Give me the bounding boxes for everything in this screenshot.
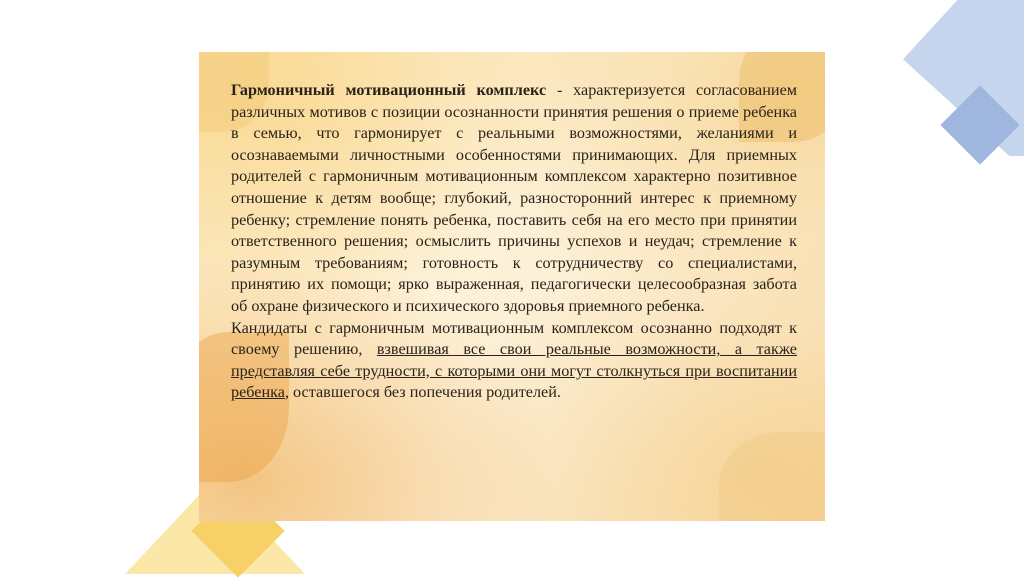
slide-image: [199, 52, 825, 521]
paragraph-2-start: Кандидаты с гармоничным мотивационным комплексом осознанно подходят к своему решению,: [231, 318, 797, 359]
term-heading: Гармоничный мотивационный комплекс: [231, 81, 547, 99]
paragraph-2-underlined: взвешивая все свои реальные возможности, а также представляя себе трудности, с которыми они могут столкнуться при воспитании ребенка: [231, 340, 797, 402]
slide-body-text: [231, 80, 797, 404]
paragraph-2-end: , оставшегося без попечения родителей.: [284, 383, 561, 402]
paragraph-candidates: [231, 318, 797, 404]
paragraph-harmonious-complex: [231, 80, 797, 318]
leaf-decoration: [719, 432, 825, 521]
paragraph-1-body: - характеризуется согласованием различных мотивов с позиции осознанности принятия решения о приеме ребенка в семью, что гармонирует с реальными возможностями, желаниями и осознаваемыми личностными особенностями принимающих. Для приемных родителей с гармоничным мотивационным комплексом характерно позитивное отношение к детям вообще; глубокий, разносторонний интерес к приемному ребенку; стремление понять ребенка, поставить себя на его место при принятии ответственного решения; осмыслить причины успехов и неудач; стремление к разумным требованиям; готовность к сотрудничеству со специалистами, принятию их помощи; ярко выраженная, педагогически целесообразная забота об охране физического и психического здоровья приемного ребенка.: [231, 81, 797, 315]
